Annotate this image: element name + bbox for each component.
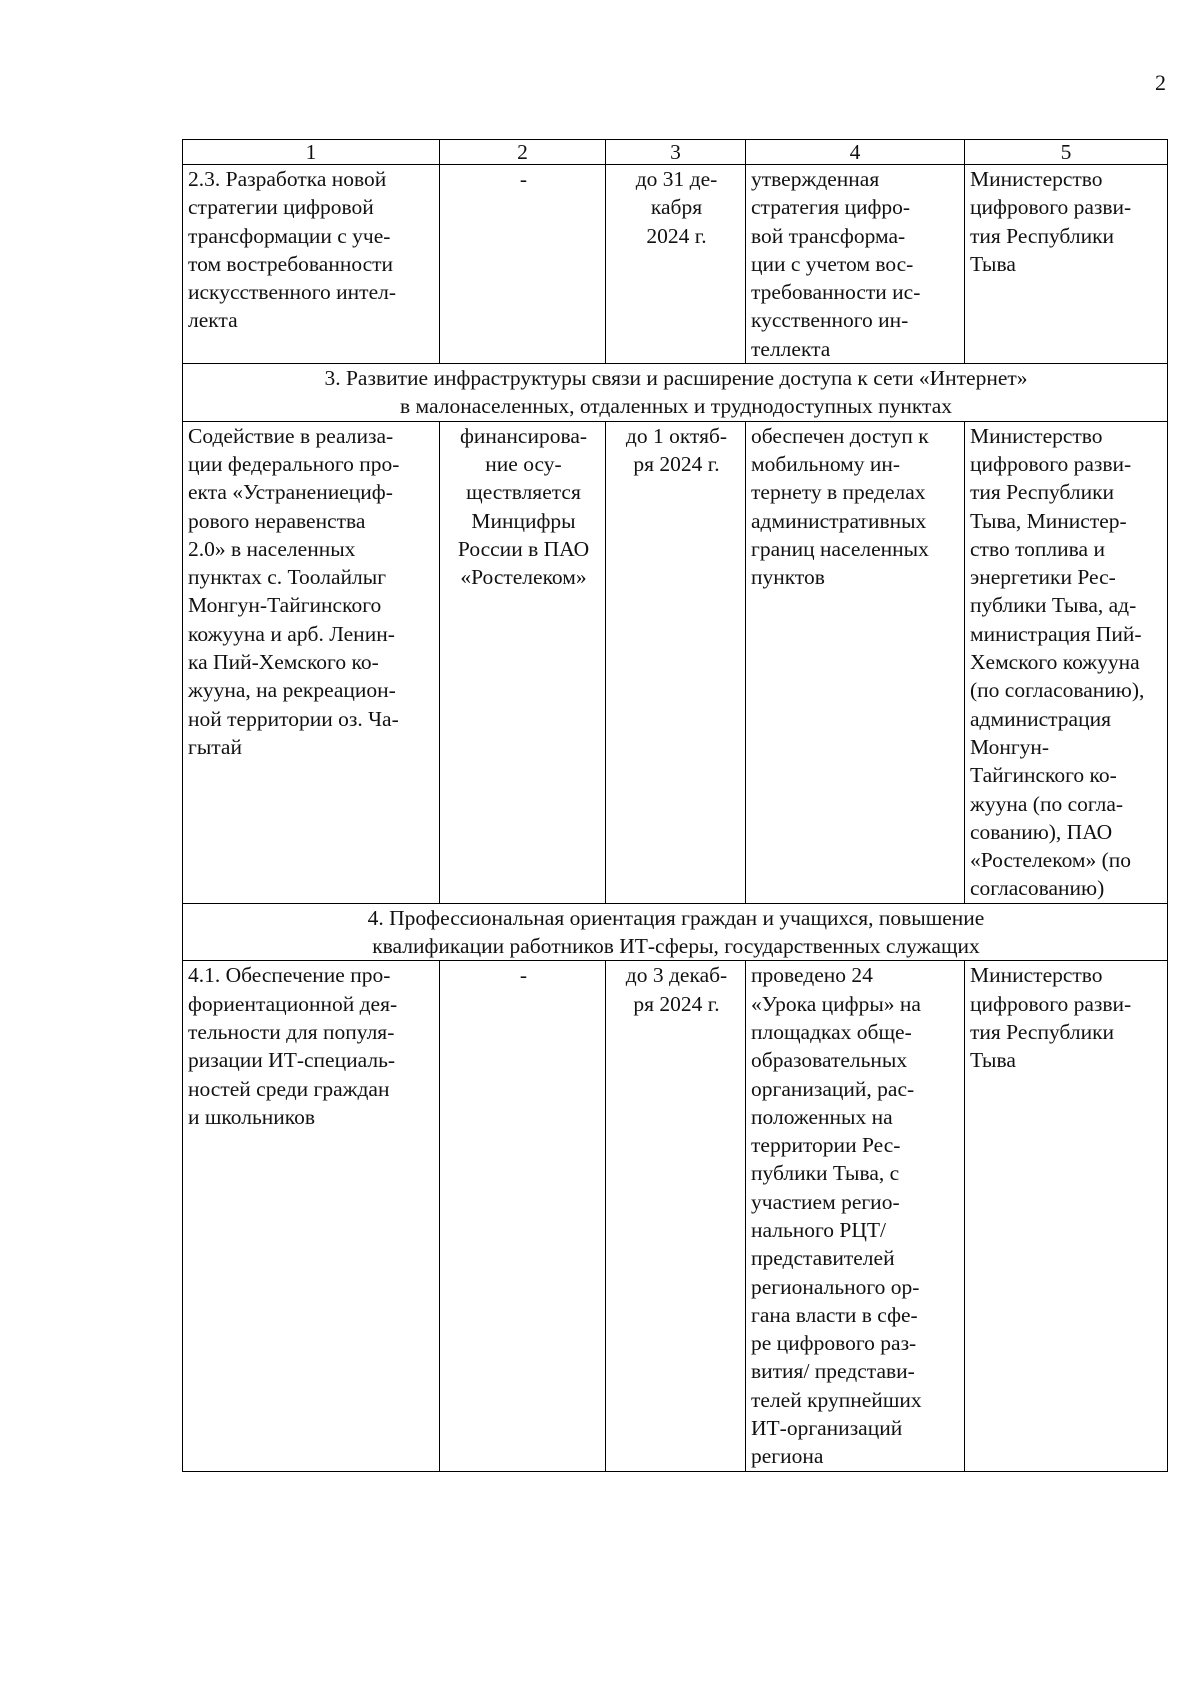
section-header: 4. Профессиональная ориентация граждан и учащихся, повышение квалификации работников ИТ-сферы, государственных служащих [183,903,1168,961]
section-header-row [183,364,1168,422]
column-number-row [183,140,1168,165]
column-number: 1 [183,140,440,165]
column-number: 3 [606,140,746,165]
event-cell: 4.1. Обеспечение про- фориентационной дея- тельности для популя- ризации ИТ-специаль- ностей среди граждан и школьников [183,961,440,1471]
responsible-cell: Министерство цифрового разви- тия Республики Тыва, Министер- ство топлива и энергетики Рес- публики Тыва, ад- министрация Пий- Хемского кожууна (по согласованию), администрация Монгун- Тайгинского ко- жууна (по согла- сованию), ПАО «Ростелеком» (по согласованию) [965,421,1168,903]
page-number: 2 [1155,70,1166,95]
event-cell: 2.3. Разработка новой стратегии цифровой трансформации с уче- том востребованности искусственного интел- лекта [183,165,440,364]
table-row [183,421,1168,903]
deadline-cell: до 1 октяб- ря 2024 г. [606,421,746,903]
result-cell: утвержденная стратегия цифро- вой трансформа- ции с учетом вос- требованности ис- кусственного ин- теллекта [746,165,965,364]
column-number: 2 [440,140,606,165]
column-number: 4 [746,140,965,165]
section-header-row [183,903,1168,961]
column-number: 5 [965,140,1168,165]
deadline-cell: до 31 де- кабря 2024 г. [606,165,746,364]
deadline-cell: до 3 декаб- ря 2024 г. [606,961,746,1471]
table-row [183,961,1168,1471]
result-cell: обеспечен доступ к мобильному ин- тернету в пределах административных границ населенных пунктов [746,421,965,903]
funding-cell: - [440,165,606,364]
funding-cell: финансирова- ние осу- ществляется Минцифры России в ПАО «Ростелеком» [440,421,606,903]
result-cell: проведено 24 «Урока цифры» на площадках обще- образовательных организаций, рас- положенных на территории Рес- публики Тыва, с участием регио- нального РЦТ/ представителей регионального ор- гана власти в сфе- ре цифрового раз- вития/ представи- телей крупнейших ИТ-организаций региона [746,961,965,1471]
event-cell: Содействие в реализа- ции федерального про- екта «Устранениециф- рового неравенства 2.0» в населенных пунктах с. Тоолайлыг Монгун-Тайгинского кожууна и арб. Ленин- ка Пий-Хемского ко- жууна, на рекреацион- ной территории оз. Ча- гытай [183,421,440,903]
responsible-cell: Министерство цифрового разви- тия Республики Тыва [965,961,1168,1471]
table-row [183,165,1168,364]
action-plan-table [182,139,1168,1472]
responsible-cell: Министерство цифрового разви- тия Республики Тыва [965,165,1168,364]
funding-cell: - [440,961,606,1471]
section-header: 3. Развитие инфраструктуры связи и расширение доступа к сети «Интернет» в малонаселенных, отдаленных и труднодоступных пунктах [183,364,1168,422]
